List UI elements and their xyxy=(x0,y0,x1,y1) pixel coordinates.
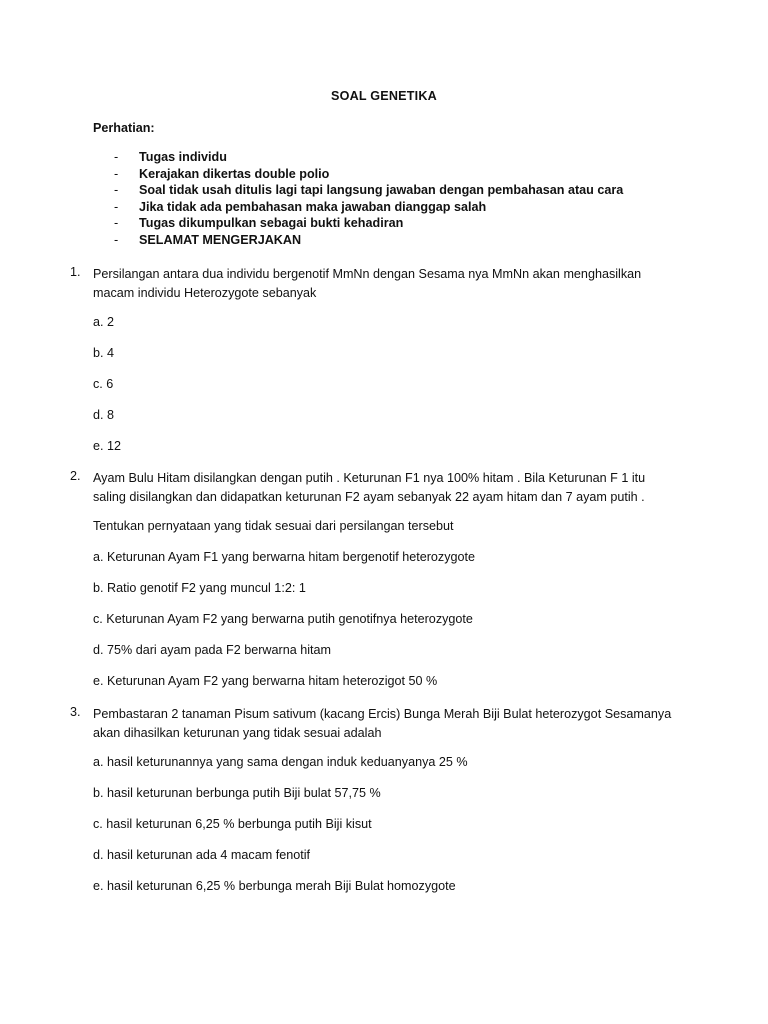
instruction-item xyxy=(0,183,768,200)
question-3-option-e: e. hasil keturunan 6,25 % berbunga merah Biji Bulat homozygote xyxy=(93,879,456,893)
question-line: akan dihasilkan keturunan yang tidak sesuai adalah xyxy=(93,726,382,740)
question-line: saling disilangkan dan didapatkan keturunan F2 ayam sebanyak 22 ayam hitam dan 7 ayam putih . xyxy=(93,490,645,504)
question-1-option-b: b. 4 xyxy=(93,346,115,360)
question-number: 1. xyxy=(70,265,81,279)
perhatian-heading: Perhatian: xyxy=(93,121,155,135)
question-3-option-a: a. hasil keturunannya yang sama dengan induk keduanyanya 25 % xyxy=(93,755,468,769)
question-2-option-b: b. Ratio genotif F2 yang muncul 1:2: 1 xyxy=(93,581,306,595)
instruction-text: Jika tidak ada pembahasan maka jawaban dianggap salah xyxy=(139,199,487,214)
question-line: Ayam Bulu Hitam disilangkan dengan putih . Keturunan F1 nya 100% hitam . Bila Keturunan F 1 itu xyxy=(93,471,646,485)
question-3-option-b: b. hasil keturunan berbunga putih Biji bulat 57,75 % xyxy=(93,786,381,800)
question-1-option-a: a. 2 xyxy=(93,315,115,329)
instruction-text: SELAMAT MENGERJAKAN xyxy=(139,232,302,247)
question-line: Pembastaran 2 tanaman Pisum sativum (kacang Ercis) Bunga Merah Biji Bulat heterozygot Sesamanya xyxy=(93,707,672,721)
question-3-option-c: c. hasil keturunan 6,25 % berbunga putih Biji kisut xyxy=(93,817,372,831)
instruction-item xyxy=(0,167,768,184)
question-number: 2. xyxy=(70,469,81,483)
question-3-option-d: d. hasil keturunan ada 4 macam fenotif xyxy=(93,848,311,862)
question-2-option-a: a. Keturunan Ayam F1 yang berwarna hitam bergenotif heterozygote xyxy=(93,550,476,564)
question-2-option-c: c. Keturunan Ayam F2 yang berwarna putih genotifnya heterozygote xyxy=(93,612,473,626)
question-line: macam individu Heterozygote sebanyak xyxy=(93,286,317,300)
list-dash: - xyxy=(114,216,119,230)
page-title: SOAL GENETIKA xyxy=(331,89,437,103)
list-dash: - xyxy=(114,166,119,181)
question-2-option-d: d. 75% dari ayam pada F2 berwarna hitam xyxy=(93,643,332,657)
list-dash: - xyxy=(114,183,119,197)
question-1-option-e: e. 12 xyxy=(93,439,122,453)
question-stem xyxy=(93,705,693,743)
instruction-list xyxy=(0,150,768,249)
instruction-text: Soal tidak usah ditulis lagi tapi langsung jawaban dengan pembahasan atau cara xyxy=(139,183,624,197)
question-2-option-e: e. Keturunan Ayam F2 yang berwarna hitam heterozigot 50 % xyxy=(93,674,438,688)
instruction-item xyxy=(0,233,768,250)
list-dash: - xyxy=(114,232,119,247)
instruction-item xyxy=(0,150,768,167)
instruction-item xyxy=(0,200,768,217)
question-stem xyxy=(93,265,693,303)
instruction-text: Kerajakan dikertas double polio xyxy=(139,166,330,181)
list-dash: - xyxy=(114,150,119,164)
question-stem xyxy=(93,469,693,507)
question-1-option-d: d. 8 xyxy=(93,408,115,422)
instruction-text: Tugas individu xyxy=(139,150,227,164)
instruction-item xyxy=(0,216,768,233)
question-2-instruction: Tentukan pernyataan yang tidak sesuai dari persilangan tersebut xyxy=(93,519,454,533)
list-dash: - xyxy=(114,199,119,214)
instruction-text: Tugas dikumpulkan sebagai bukti kehadiran xyxy=(139,216,404,230)
question-line: Persilangan antara dua individu bergenotif MmNn dengan Sesama nya MmNn akan menghasilkan xyxy=(93,267,642,281)
question-1-option-c: c. 6 xyxy=(93,377,114,391)
question-number: 3. xyxy=(70,705,81,719)
